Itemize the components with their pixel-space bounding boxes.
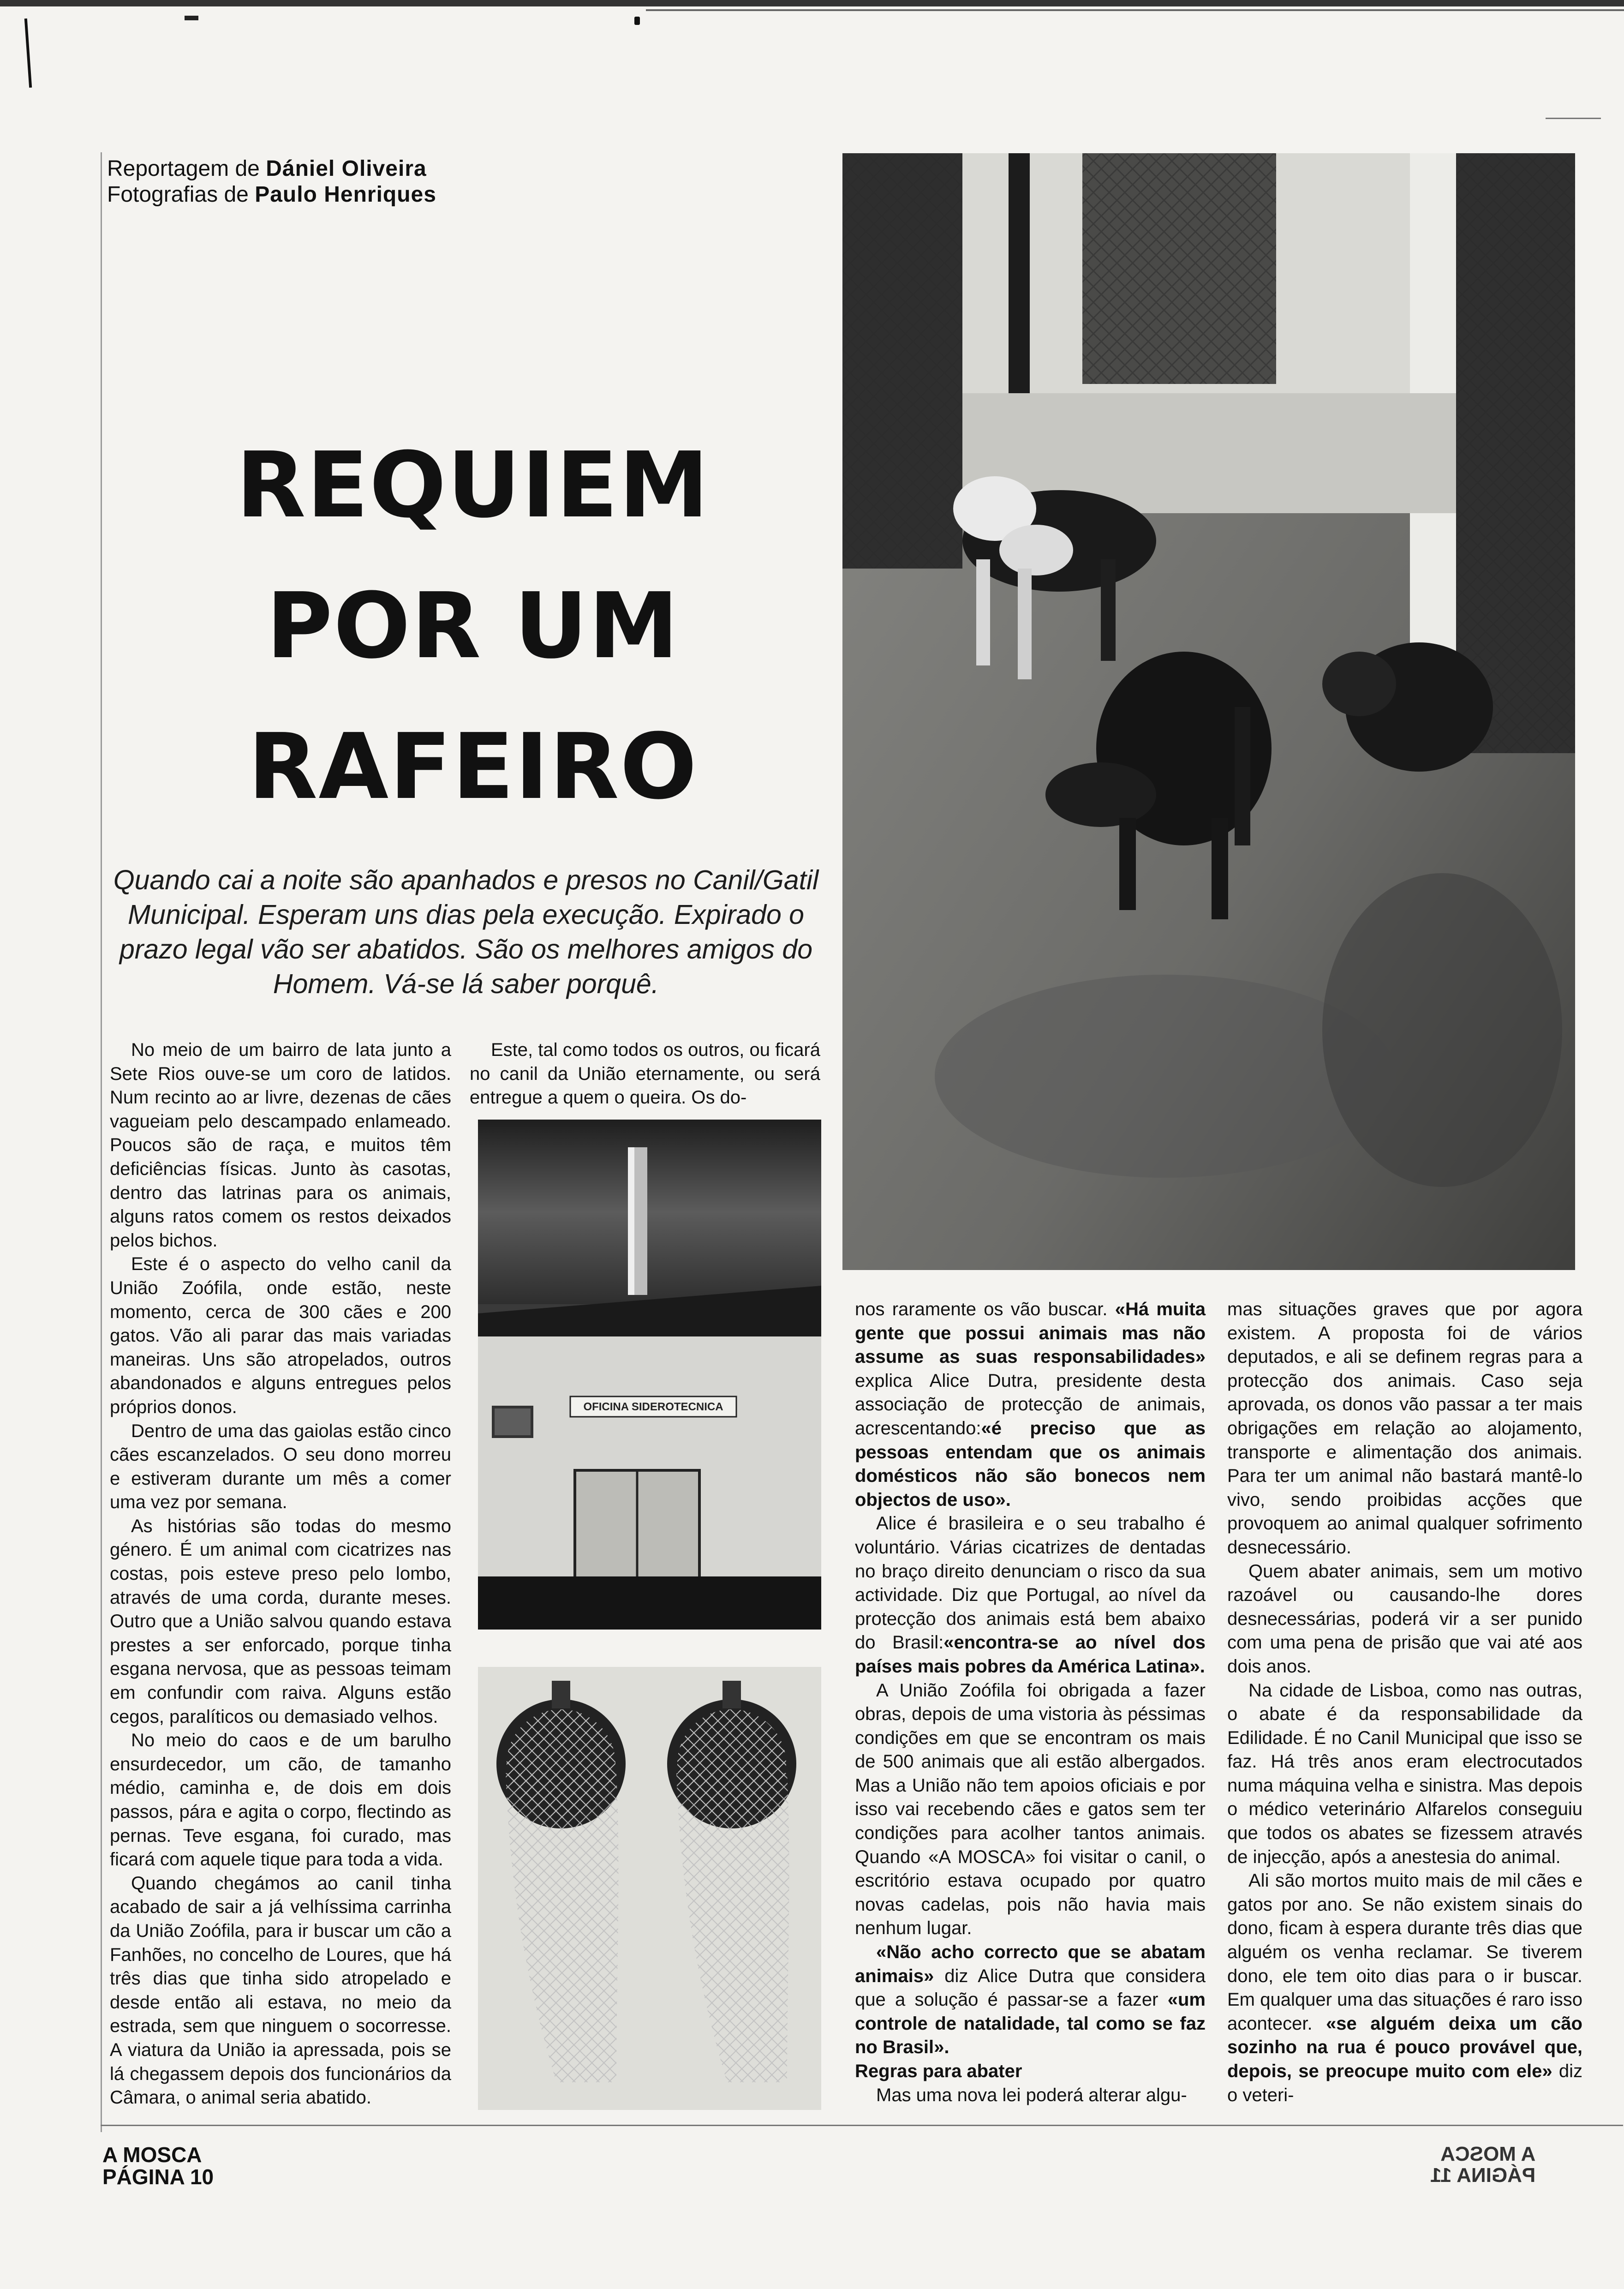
footer-left bbox=[102, 2144, 214, 2188]
photo-nets-image bbox=[478, 1667, 821, 2110]
byline bbox=[107, 156, 436, 208]
publication-name: A MOSCA bbox=[102, 2143, 202, 2167]
text-run: Alice é brasileira e o seu trabalho é voluntário. Várias cicatrizes de dentadas no braço direito denunciam o risco da sua actividade. Diz que Portugal, ao nível da protecção dos animais está bem abaixo do Brasil: bbox=[855, 1513, 1206, 1653]
text-run: diz o veteri- bbox=[1227, 2061, 1582, 2105]
paragraph: Quando chegámos ao canil tinha acabado de sair a já velhíssima carrinha da União Zoófila, para ir buscar um cão a Fanhões, no concelho de Loures, que há três dias que tinha sido atropelado e desde então ali estava, no meio da estrada, sem que ninguem o socorresse. A viatura da União ia apressada, pois se lá chegassem depois dos funcionários da Câmara, o animal seria abatido. bbox=[110, 1873, 451, 2108]
paragraph bbox=[855, 1298, 1206, 1512]
paragraph: As histórias são todas do mesmo género. É um animal com cicatrizes nas costas, pois esteve preso pelo lombo, através de uma corda, durante meses. Outro que a União salvou quando estava prestes a ser enforcado, porque tinha esgana nervosa, que as pessoas teimam em confundir com raiva. Alguns estão cegos, paralíticos ou demasiado velhos. bbox=[110, 1516, 451, 1727]
left-margin-rule bbox=[101, 152, 102, 2132]
photo-author: Paulo Henriques bbox=[255, 182, 436, 207]
photo-credit bbox=[107, 182, 436, 208]
headline-line: RAFEIRO bbox=[248, 714, 698, 820]
quote: «Não acho correcto que se abatam animais» bbox=[855, 1942, 1206, 1986]
photo-capture-nets bbox=[478, 1667, 821, 2110]
page-top-edge bbox=[0, 0, 1624, 6]
text-run: nos raramente os vão buscar. bbox=[855, 1299, 1115, 1319]
paragraph bbox=[855, 1941, 1206, 2060]
subheading: Regras para abater bbox=[855, 2061, 1022, 2081]
paragraph: A União Zoófila foi obrigada a fazer obras, depois de uma vistoria às péssimas condições em que se encontram os mais de 500 animais que ali estão albergados. Mas a União não tem apoios oficiais e por isso vai recebendo cães e gatos sem ter condições para acolher tantos animais. Quando «A MOSCA» foi visitar o canil, o escritório estava ocupado por quatro novas cadelas, pois não havia mais nenhum lugar. bbox=[855, 1680, 1206, 1939]
paragraph bbox=[855, 1512, 1206, 1678]
report-credit bbox=[107, 156, 436, 182]
publication-name: A MOSCA bbox=[1440, 2143, 1536, 2165]
headline bbox=[161, 415, 784, 838]
paragraph: Mas uma nova lei poderá alterar algu- bbox=[876, 2085, 1187, 2105]
photo-dogs-image bbox=[842, 153, 1575, 1270]
headline-line: POR UM bbox=[266, 574, 680, 679]
photo-prefix: Fotografias de bbox=[107, 182, 249, 207]
paragraph: Dentro de uma das gaiolas estão cinco cães escanzelados. O seu dono morreu e estiveram durante um mês a comer uma vez por semana. bbox=[110, 1420, 451, 1513]
paragraph: mas situações graves que por agora existem. A proposta foi de vários deputados, e ali se definem regras para a protecção dos animais. Caso seja aprovada, os donos vão passar a ter mais obrigações em relação ao alojamento, transporte e alimentação dos animais. Para ter um animal não bastará mantê-lo vivo, sendo proibidas acções que provoquem ao animal qualquer sofrimento desnecessário. bbox=[1227, 1299, 1582, 1558]
building-sign: OFICINA SIDEROTECNICA bbox=[583, 1401, 723, 1413]
report-prefix: Reportagem de bbox=[107, 156, 260, 181]
quote: «encontra-se ao nível dos países mais pobres da América Latina». bbox=[855, 1632, 1206, 1677]
scan-mark bbox=[24, 18, 32, 88]
footer-right-showthrough bbox=[1430, 2144, 1535, 2186]
article-column-3 bbox=[855, 1298, 1206, 2107]
page-top-rule bbox=[646, 9, 1624, 11]
article-column-2 bbox=[470, 1038, 820, 1110]
photo-building-image bbox=[478, 1120, 821, 1630]
quote: «Há muita gente que possui animais mas não assume as suas responsabilidades» bbox=[855, 1299, 1206, 1367]
text-run: diz Alice Dutra que considera que a solução é passar-se a fazer bbox=[855, 1965, 1206, 2010]
paragraph: Na cidade de Lisboa, como nas outras, o abate é da responsabilidade da Edilidade. É no Canil Municipal que isso se faz. Há três anos eram electrocutados numa máquina velha e sinistra. Mas depois o médico veterinário Alfarelos conseguiu que todos os abates se fizessem através de injecção, após a anestesia do animal. bbox=[1227, 1680, 1582, 1867]
article-column-1 bbox=[110, 1038, 451, 2110]
paragraph: Este é o aspecto do velho canil da União Zoófila, onde estão, neste momento, cerca de 300 cães e 200 gatos. Vão ali parar das mais variadas maneiras. Uns são atropelados, outros abandonados e alguns entregues pelos próprios donos. bbox=[110, 1254, 451, 1417]
bottom-rule bbox=[101, 2125, 1623, 2126]
text-run: Ali são mortos muito mais de mil cães e gatos por ano. Se não existem sinais do dono, ficam à espera durante três dias que alguém os venha reclamar. Se tiverem dono, ele tem oito dias para o ir buscar. Em qualquer uma das situações é raro isso acontecer. bbox=[1227, 1870, 1582, 2034]
quote: «é preciso que as pessoas entendam que os animais domésticos não são bonecos nem objectos de uso». bbox=[855, 1418, 1206, 1510]
page-number: PÁGINA 10 bbox=[102, 2165, 214, 2189]
lede: Quando cai a noite são apanhados e presos no Canil/Gatil Municipal. Esperam uns dias pela execução. Expirado o prazo legal vão ser abatidos. São os melhores amigos do Homem. Vá-se lá saber porquê. bbox=[113, 865, 819, 999]
paragraph: Quem abater animais, sem um motivo razoável ou causando-lhe dores desnecessárias, poderá vir a ser punido com uma pena de prisão que vai até aos dois anos. bbox=[1227, 1561, 1582, 1677]
paragraph: No meio de um bairro de lata junto a Sete Rios ouve-se um coro de latidos. Num recinto ao ar livre, dezenas de cães vagueiam pelo descampado enlameado. Poucos são de raça, e muitos têm deficiências físicas. Junto às casotas, dentro das latrinas para os animais, alguns ratos comem os restos deixados pelos bichos. bbox=[110, 1040, 451, 1251]
photo-kennel-building bbox=[478, 1120, 821, 1630]
paragraph: No meio do caos e de um barulho ensurdecedor, um cão, de tamanho médio, caminha e, de dois em dois passos, pára e agita o corpo, flectindo as pernas. Teve esgana, foi curado, mas ficará com aquele tique para toda a vida. bbox=[110, 1730, 451, 1870]
article-column-4 bbox=[1227, 1298, 1582, 2107]
quote: «um controle de natalidade, tal como se faz no Brasil». bbox=[855, 1989, 1206, 2058]
text-run: explica Alice Dutra, presidente desta associação de protecção de animais, acrescentando: bbox=[855, 1370, 1206, 1438]
page-number: PÁGINA 11 bbox=[1430, 2164, 1536, 2187]
quote: «se alguém deixa um cão sozinho na rua é pouco provável que, depois, se preocupe muito com ele» bbox=[1227, 2013, 1582, 2081]
scan-dot bbox=[634, 17, 640, 25]
paragraph: Este, tal como todos os outros, ou ficará no canil da União eternamente, ou será entregue a quem o queira. Os do- bbox=[470, 1040, 820, 1108]
paragraph bbox=[1227, 1869, 1582, 2107]
scan-dash bbox=[1546, 118, 1601, 119]
photo-dogs-in-kennel bbox=[842, 153, 1575, 1270]
report-author: Dániel Oliveira bbox=[266, 156, 427, 181]
headline-line: REQUIEM bbox=[236, 433, 710, 538]
scan-dot bbox=[185, 16, 198, 20]
